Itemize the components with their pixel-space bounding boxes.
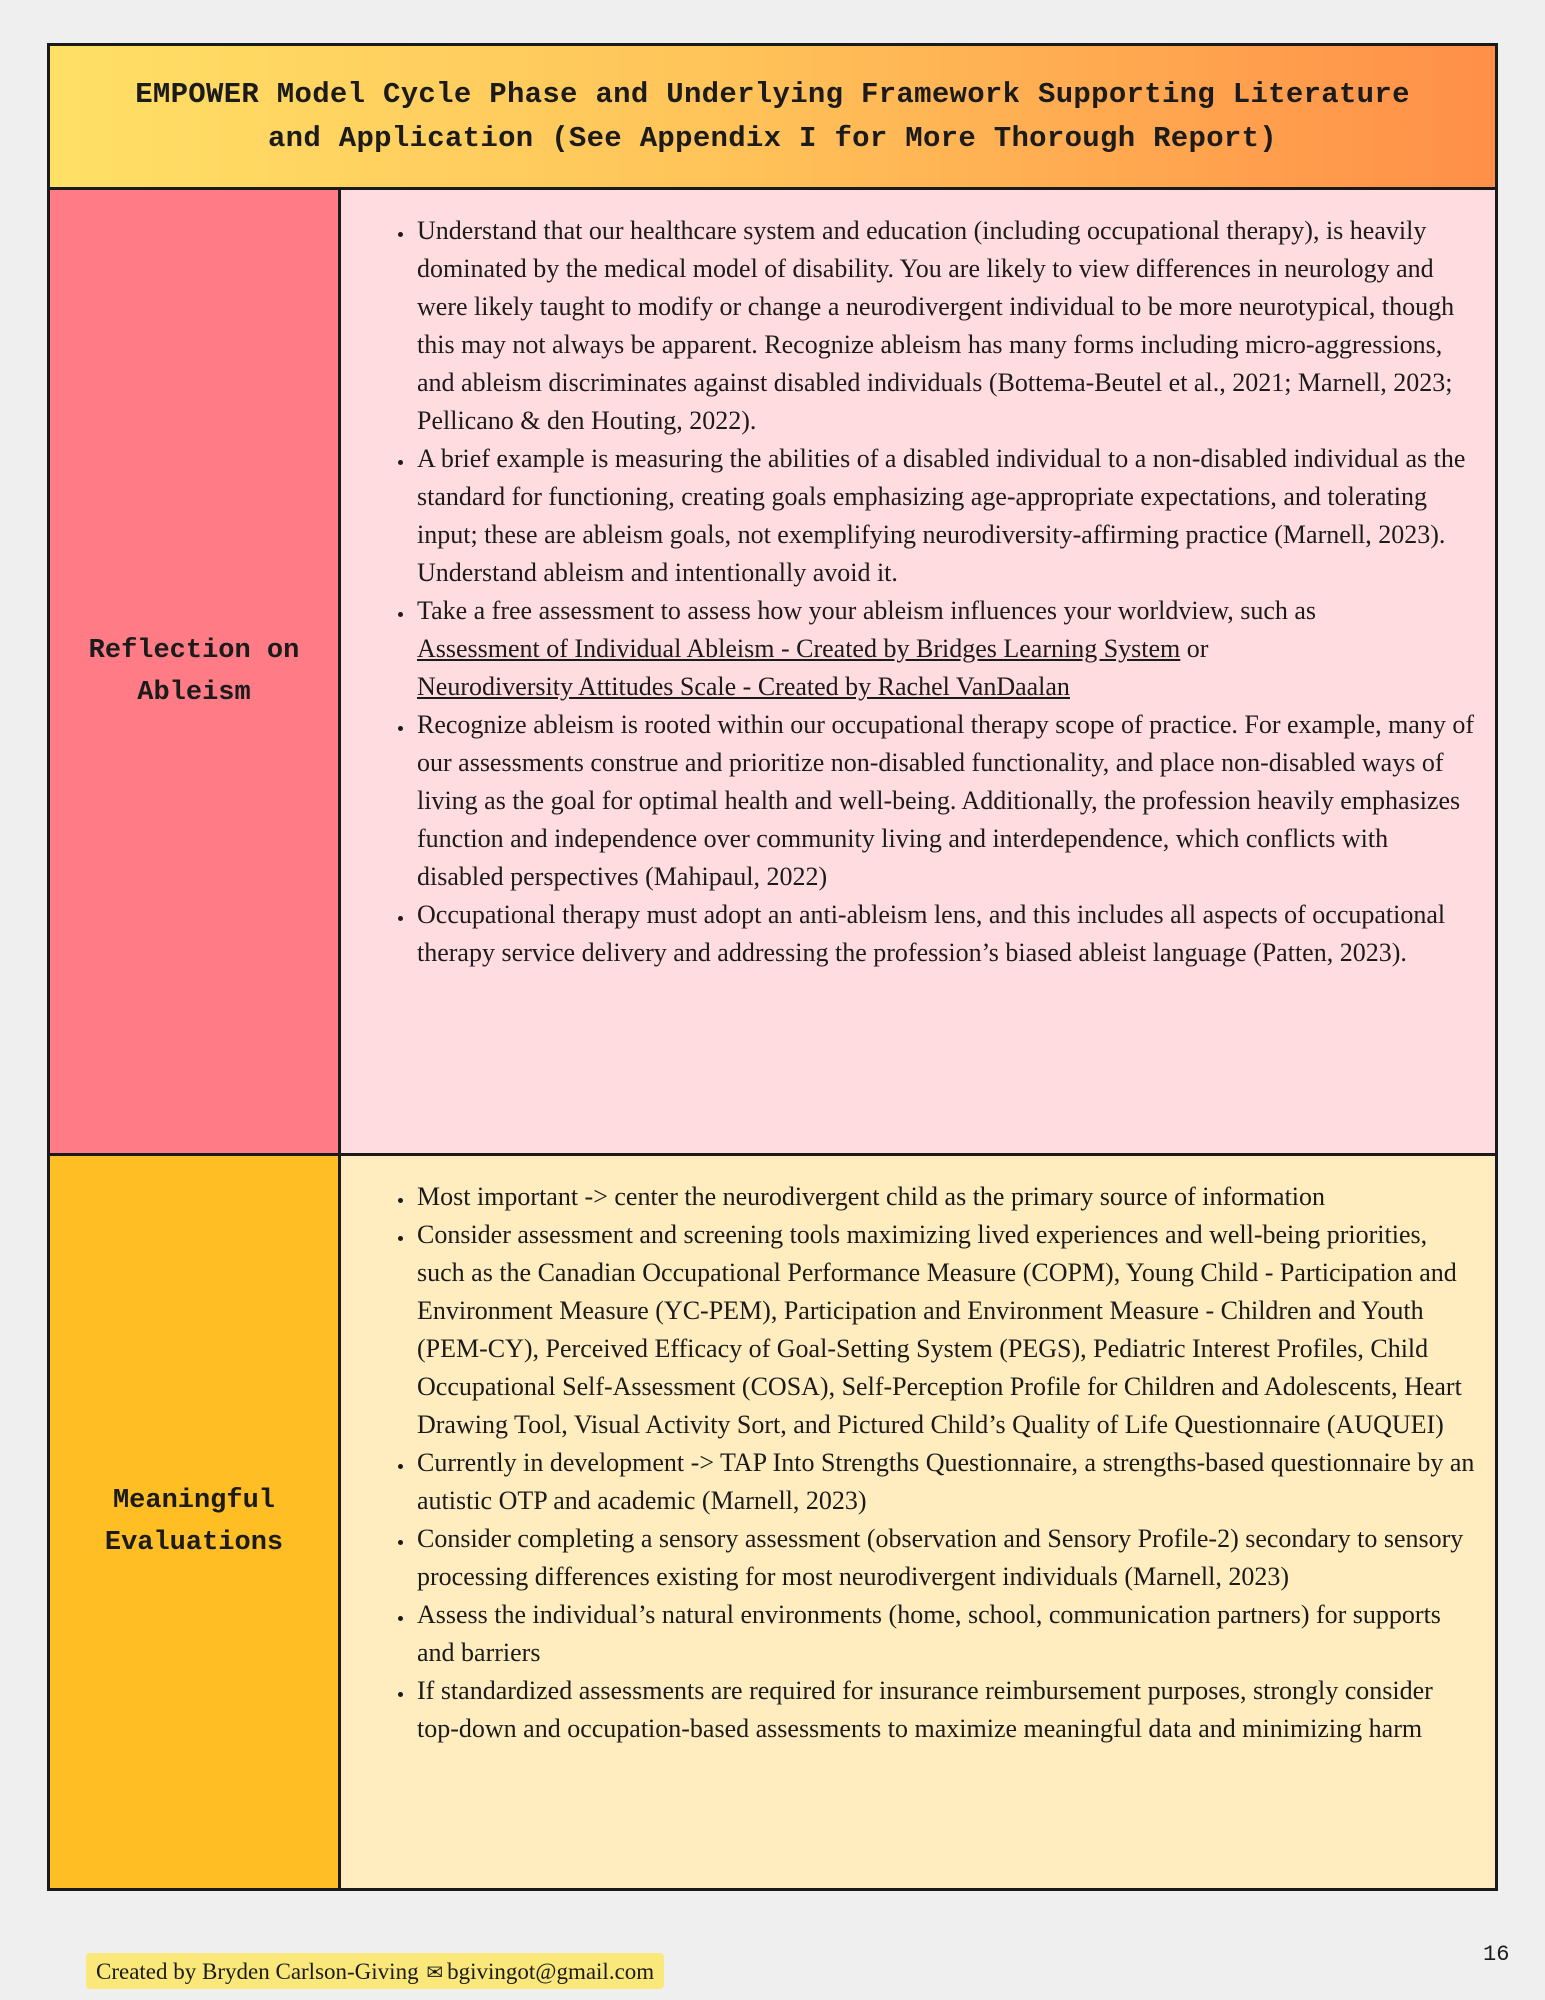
footer-author: Created by Bryden Carlson-Giving [96,1959,419,1984]
list-item: • Consider assessment and screening tools maximizing lived experiences and well-being priorities, such as the Canadian Occupational Performance Measure (COPM), Young Child - Participation and Environment Measure (YC-PEM), Participation and Environment Measure - Children and Youth (PEM-CY), Perceived Efficacy of Goal-Setting System (PEGS), Pediatric Interest Profiles, Child Occupational Self-Assessment (COSA), Self-Perception Profile for Children and Adolescents, Heart Drawing Tool, Visual Activity Sort, and Pictured Child’s Quality of Life Questionnaire (AUQUEI) [415,1216,1475,1444]
row-label-line2: Ableism [137,677,251,708]
row-reflection-on-ableism [50,190,1495,1156]
row-label-line1: Reflection on [88,635,300,666]
or-text: or [1186,634,1209,663]
list-item: • Understand that our healthcare system and education (including occupational therapy), is heavily dominated by the medical model of disability. You are likely to view differences in neurology and were likely taught to modify or change a neurodivergent individual to be more neurotypical, though this may not always be apparent. Recognize ableism has many forms including micro-aggressions, and ableism discriminates against disabled individuals (Bottema-Beutel et al., 2021; Marnell, 2023; Pellicano & den Houting, 2022). [415,212,1475,440]
header-title-line2: and Application (See Appendix I for More Thorough Report) [267,121,1278,155]
row-label-line1: Meaningful [112,1486,275,1516]
framework-table [47,43,1498,1891]
list-item: • Most important -> center the neurodivergent child as the primary source of information [415,1178,1475,1216]
list-item: • Assess the individual’s natural environments (home, school, communication partners) for supports and barriers [415,1596,1475,1672]
footer-email-link[interactable]: bgivingot@gmail.com [447,1959,655,1984]
list-item-text: Take a free assessment to assess how your ableism influences your worldview, such as [417,596,1317,625]
row-label-reflection [50,190,341,1153]
row-label-evaluations [50,1156,341,1888]
neurodiversity-scale-link[interactable]: Neurodiversity Attitudes Scale - Created by Rachel VanDaalan [417,672,1070,701]
bullet-list [363,212,1475,972]
row-meaningful-evaluations [50,1156,1495,1888]
row-content-reflection [341,190,1495,1153]
list-item [415,592,1475,706]
list-item: • Recognize ableism is rooted within our occupational therapy scope of practice. For example, many of our assessments construe and prioritize non-disabled functionality, and place non-disabled ways of living as the goal for optimal health and well-being. Additionally, the profession heavily emphasizes function and independence over community living and interdependence, which conflicts with disabled perspectives (Mahipaul, 2022) [415,706,1475,896]
list-item: • A brief example is measuring the abilities of a disabled individual to a non-disabled individual as the standard for functioning, creating goals emphasizing age-appropriate expectations, and tolerating input; these are ableism goals, not exemplifying neurodiversity-affirming practice (Marnell, 2023). Understand ableism and intentionally avoid it. [415,440,1475,592]
bullet-list [363,1178,1475,1748]
header-title-line1: EMPOWER Model Cycle Phase and Underlying Framework Supporting Literature [135,77,1410,111]
list-item: • If standardized assessments are required for insurance reimbursement purposes, strongly consider top-down and occupation-based assessments to maximize meaningful data and minimizing harm [415,1672,1475,1748]
list-item: • Currently in development -> TAP Into Strengths Questionnaire, a strengths-based questionnaire by an autistic OTP and academic (Marnell, 2023) [415,1444,1475,1520]
list-item: • Occupational therapy must adopt an anti-ableism lens, and this includes all aspects of occupational therapy service delivery and addressing the profession’s biased ableist language (Patten, 2023). [415,896,1475,972]
row-content-evaluations [341,1156,1495,1888]
page-number: 16 [1483,1942,1510,1967]
envelope-icon: ✉ [426,1962,444,1984]
list-item: • Consider completing a sensory assessment (observation and Sensory Profile-2) secondary to sensory processing differences existing for most neurodivergent individuals (Marnell, 2023) [415,1520,1475,1596]
row-label-line2: Evaluations [104,1528,284,1558]
table-header [50,46,1495,190]
header-title [135,73,1410,161]
ableism-assessment-link[interactable]: Assessment of Individual Ableism - Created by Bridges Learning System [417,634,1181,663]
footer-credit [86,1953,664,1989]
